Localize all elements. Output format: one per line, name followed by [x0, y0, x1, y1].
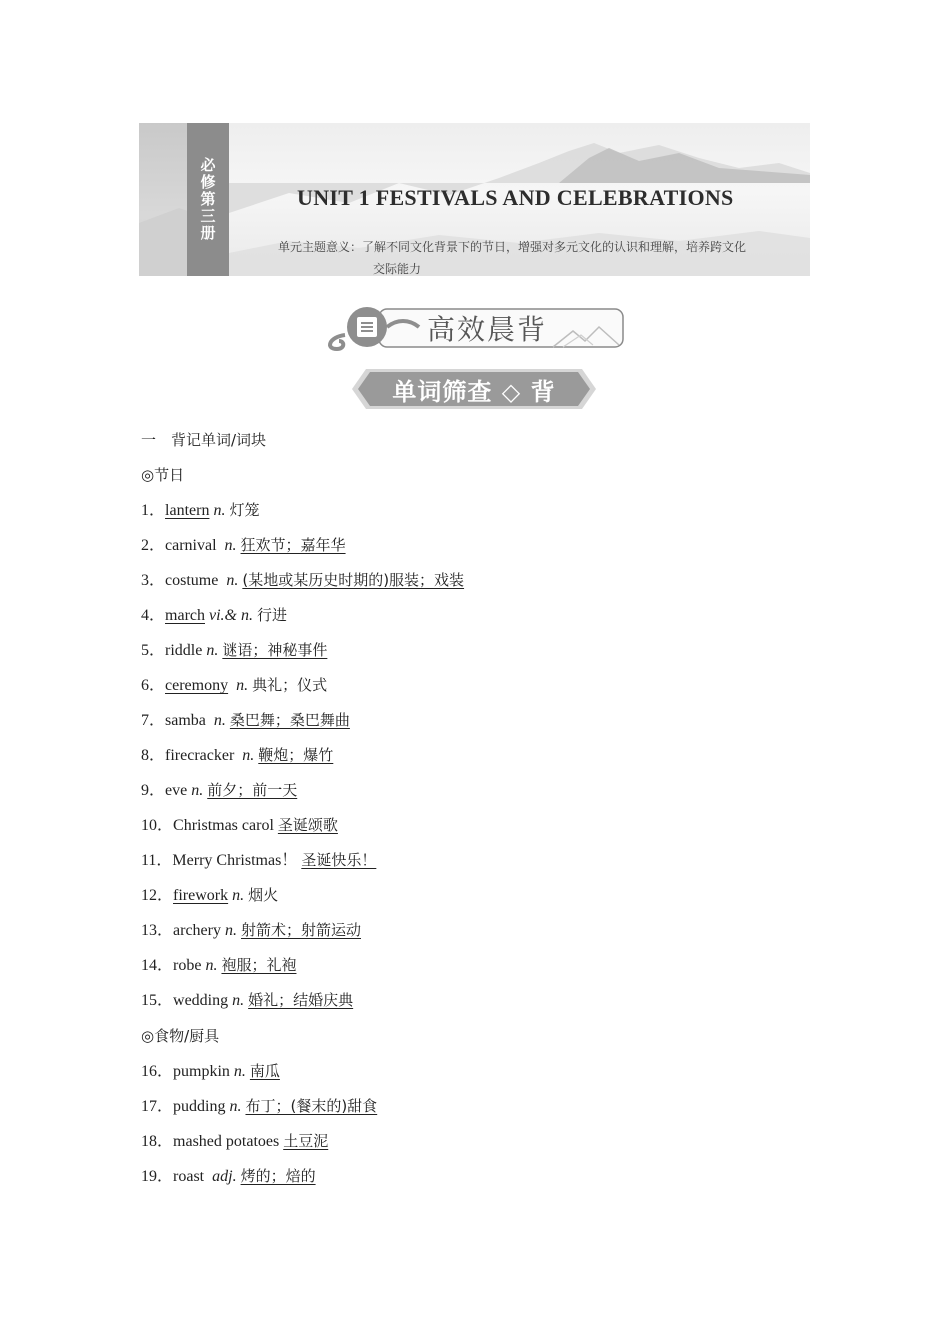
list-item: 11．Merry Christmas！ 圣诞快乐！ [141, 851, 377, 869]
list-item: 10．Christmas carol 圣诞颂歌 [141, 816, 338, 834]
unit-banner [139, 123, 810, 276]
list-item: 14．robe n. 袍服；礼袍 [141, 956, 297, 974]
badge-morning-recite [323, 305, 625, 353]
list-item: 12．firework n. 烟火 [141, 886, 279, 904]
list-item: 2．carnival n. 狂欢节；嘉年华 [141, 536, 346, 554]
list-item: 8．firecracker n. 鞭炮；爆竹 [141, 746, 334, 764]
book-volume-tab [187, 123, 229, 276]
unit-meaning [278, 236, 808, 276]
list-item: 19．roast adj. 烤的；焙的 [141, 1167, 316, 1185]
list-item: 7．samba n. 桑巴舞；桑巴舞曲 [141, 711, 350, 729]
unit-meaning-line2: 交际能力 [373, 262, 422, 276]
badge-morning-text: 高效晨背 [427, 313, 548, 346]
list-item: 1．lantern n. 灯笼 [141, 501, 260, 519]
list-item: 13．archery n. 射箭术；射箭运动 [141, 921, 361, 939]
list-item: 6．ceremony n. 典礼；仪式 [141, 676, 328, 694]
list-item: 5．riddle n. 谜语；神秘事件 [141, 641, 328, 659]
list-item: 16．pumpkin n. 南瓜 [141, 1062, 280, 1080]
book-volume-label: 必修第三册 [198, 157, 217, 242]
unit-meaning-line1: 单元主题意义：了解不同文化背景下的节日，增强对多元文化的认识和理解，培养跨文化 [278, 240, 747, 254]
list-item: 4．march vi.& n. 行进 [141, 606, 288, 624]
badge-word-check [352, 367, 596, 411]
list-item: 15．wedding n. 婚礼；结婚庆典 [141, 991, 354, 1009]
category-festivals: ◎节日 [141, 466, 185, 484]
list-item: 9．eve n. 前夕；前一天 [141, 781, 298, 799]
list-item: 18．mashed potatoes 土豆泥 [141, 1132, 329, 1150]
badge-word-check-text: 单词筛查 ◇ 背 [392, 378, 556, 406]
category-food: ◎食物/厨具 [141, 1027, 220, 1045]
list-item: 17．pudding n. 布丁；(餐末的)甜食 [141, 1097, 378, 1115]
list-item: 3．costume n. (某地或某历史时期的)服装；戏装 [141, 571, 465, 589]
section-heading: 一 背记单词/词块 [141, 431, 267, 449]
unit-title: UNIT 1 FESTIVALS AND CELEBRATIONS [297, 185, 734, 210]
